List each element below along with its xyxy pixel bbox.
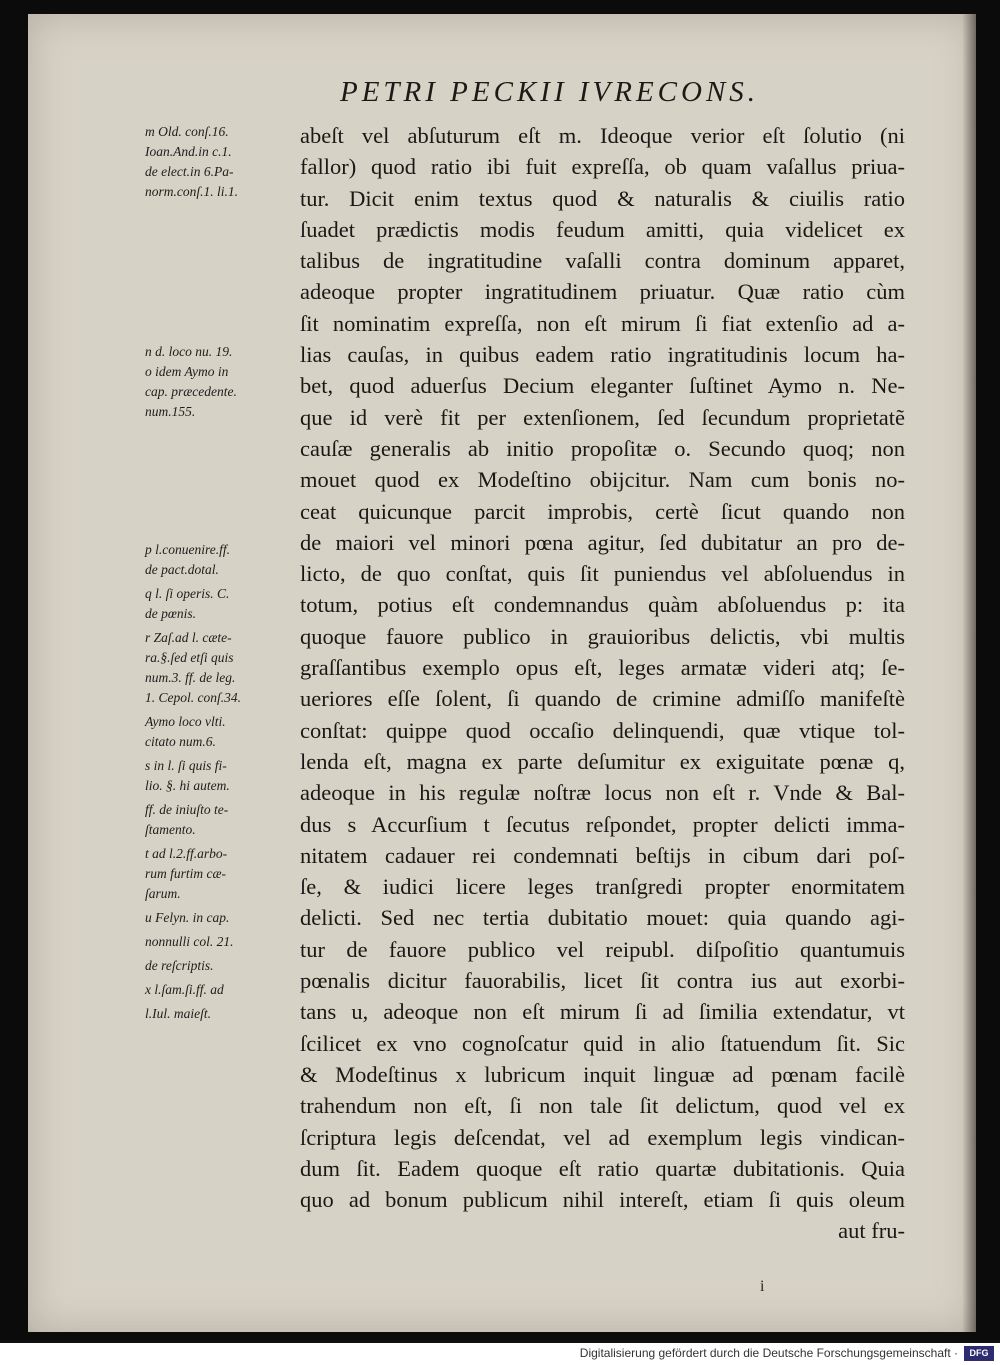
text-line: trahendum non eſt, ſi non tale ſit delictum, quod vel ex (300, 1093, 905, 1119)
text-line: abeſt vel abſuturum eſt m. Ideoque verior eſt ſolutio (ni (300, 123, 905, 148)
text-line: ceat quicunque parcit improbis, certè ſicut quando non (300, 498, 905, 524)
text-line: dum ſit. Eadem quoque eſt ratio quartæ dubitationis. Quia (300, 1155, 905, 1181)
text-line: ſuadet prædictis modis feudum amitti, quia videlicet ex (300, 216, 905, 242)
dfg-logo: DFG (964, 1346, 994, 1361)
text-line: fallor) quod ratio ibi fuit expreſſa, ob quam vaſallus priua- (300, 154, 905, 180)
text-line: talibus de ingratitudine vaſalli contra dominum apparet, (300, 248, 905, 274)
margin-note: Aymo loco vlti. (145, 714, 226, 729)
text-line: quoque fauore publico in grauioribus delictis, vbi multis (300, 623, 905, 649)
margin-note: t ad l.2.ff.arbo- (145, 846, 228, 861)
text-line: totum, potius eſt condemnandus quàm abſoluendus p: ita (300, 592, 905, 618)
text-line: dus s Accurſium t ſecutus reſpondet, propter delicti imma- (300, 811, 905, 837)
margin-note: o idem Aymo in (145, 364, 229, 379)
digitization-footer (0, 1343, 1000, 1365)
text-line: licto, de quo conſtat, quis ſit puniendus vel abſoluendus in (300, 561, 905, 587)
text-line: tur de fauore publico vel reipubl. diſpoſitio quantumuis (300, 936, 905, 962)
margin-note: ra.§.ſed etſi quis (145, 650, 234, 665)
margin-note: q l. ſi operis. C. (145, 586, 230, 601)
margin-note: s in l. ſi quis fi- (145, 758, 227, 773)
text-line: nitatem cadauer rei condemnati beſtijs in cibum dari poſ- (300, 842, 905, 868)
margin-note: l.Iul. maieſt. (145, 1006, 211, 1021)
text-line: ueriores eſſe ſolent, ſi quando de crimine admiſſo manifeſtè (300, 686, 905, 712)
text-line: mouet quod ex Modeſtino obijcitur. Nam cum bonis no- (300, 467, 905, 493)
text-line: ſit nominatim expreſſa, non eſt mirum ſi fiat extenſio ad a- (300, 310, 905, 336)
margin-note: de reſcriptis. (145, 958, 214, 973)
text-line: tur. Dicit enim textus quod & naturalis & ciuilis ratio (300, 185, 905, 211)
margin-note: lio. §. hi autem. (145, 778, 230, 793)
text-line: que id verè fit per extenſionem, ſed ſecundum proprietatẽ (300, 404, 905, 430)
text-line: & Modeſtinus x lubricum inquit linguæ ad pœnam facilè (300, 1061, 905, 1087)
text-line: aut fru- (838, 1218, 905, 1244)
text-line: conſtat: quippe quod occaſio delinquendi, quæ vtique tol- (300, 717, 905, 743)
margin-note: de pœnis. (145, 606, 197, 621)
text-line: graſſantibus exemplo opus eſt, leges armatæ videri atq; ſe- (300, 655, 905, 681)
running-head: PETRI PECKII IVRECONS. (340, 76, 760, 108)
text-line: tans u, adeoque non eſt mirum ſi ad ſimilia extendatur, vt (300, 999, 905, 1025)
text-line: lias cauſas, in quibus eadem ratio ingratitudinis locum ha- (300, 342, 905, 368)
text-line: delicti. Sed nec tertia dubitatio mouet: quia quando agi- (300, 905, 905, 931)
text-line: quo ad bonum publicum nihil intereſt, etiam ſi quis oleum (300, 1187, 905, 1213)
text-line: pœnalis dicitur fauorabilis, licet ſit contra ius aut exorbi- (300, 968, 905, 994)
margin-note: num.3. ff. de leg. (145, 670, 236, 685)
text-line: ſe, & iudici licere leges tranſgredi propter enormitatem (300, 874, 905, 900)
signature-mark: i (760, 1278, 765, 1295)
main-text-block (300, 120, 905, 1247)
text-line: cauſæ generalis ab initio propoſitæ o. Secundo quoq; non (300, 435, 905, 461)
page-edge-shadow (962, 14, 976, 1332)
footer-credit: Digitalisierung gefördert durch die Deutsche Forschungsgemeinschaft · (579, 1346, 958, 1360)
margin-note: ff. de iniuſto te- (145, 802, 229, 817)
margin-note: n d. loco nu. 19. (145, 344, 233, 359)
margin-note: norm.conſ.1. li.1. (145, 184, 238, 199)
margin-note: Ioan.And.in c.1. (145, 144, 232, 159)
text-line: bet, quod aduerſus Decium eleganter ſuſtinet Aymo n. Ne- (300, 373, 905, 399)
margin-note: 1. Cepol. conſ.34. (145, 690, 241, 705)
margin-note: ſarum. (145, 886, 181, 901)
margin-note: de pact.dotal. (145, 562, 219, 577)
text-line: ſcriptura legis deſcendat, vel ad exemplum legis vindican- (300, 1124, 905, 1150)
text-line: adeoque propter ingratitudinem priuatur. Quæ ratio cùm (300, 279, 905, 305)
text-line: lenda eſt, magna ex parte deſumitur ex exiguitate pœnæ q, (300, 748, 905, 774)
text-line: adeoque in his regulæ noſtræ locus non eſt r. Vnde & Bal- (300, 780, 905, 806)
margin-note: p l.conuenire.ff. (145, 542, 230, 557)
text-line: ſcilicet ex vno cognoſcatur quid in alio ſtatuendum ſit. Sic (300, 1030, 905, 1056)
margin-note: x l.ſam.ſi.ff. ad (145, 982, 224, 997)
margin-note: nonnulli col. 21. (145, 934, 234, 949)
margin-note: num.155. (145, 404, 196, 419)
margin-note: citato num.6. (145, 734, 216, 749)
margin-note: de elect.in 6.Pa- (145, 164, 234, 179)
margin-note: u Felyn. in cap. (145, 910, 230, 925)
text-line: de maiori vel minori pœna agitur, ſed dubitatur an pro de- (300, 529, 905, 555)
margin-note: rum furtim cæ- (145, 866, 226, 881)
margin-note: cap. præcedente. (145, 384, 237, 399)
margin-note: r Zaſ.ad l. cæte- (145, 630, 232, 645)
margin-note: m Old. conſ.16. (145, 124, 229, 139)
margin-note: ſtamento. (145, 822, 196, 837)
